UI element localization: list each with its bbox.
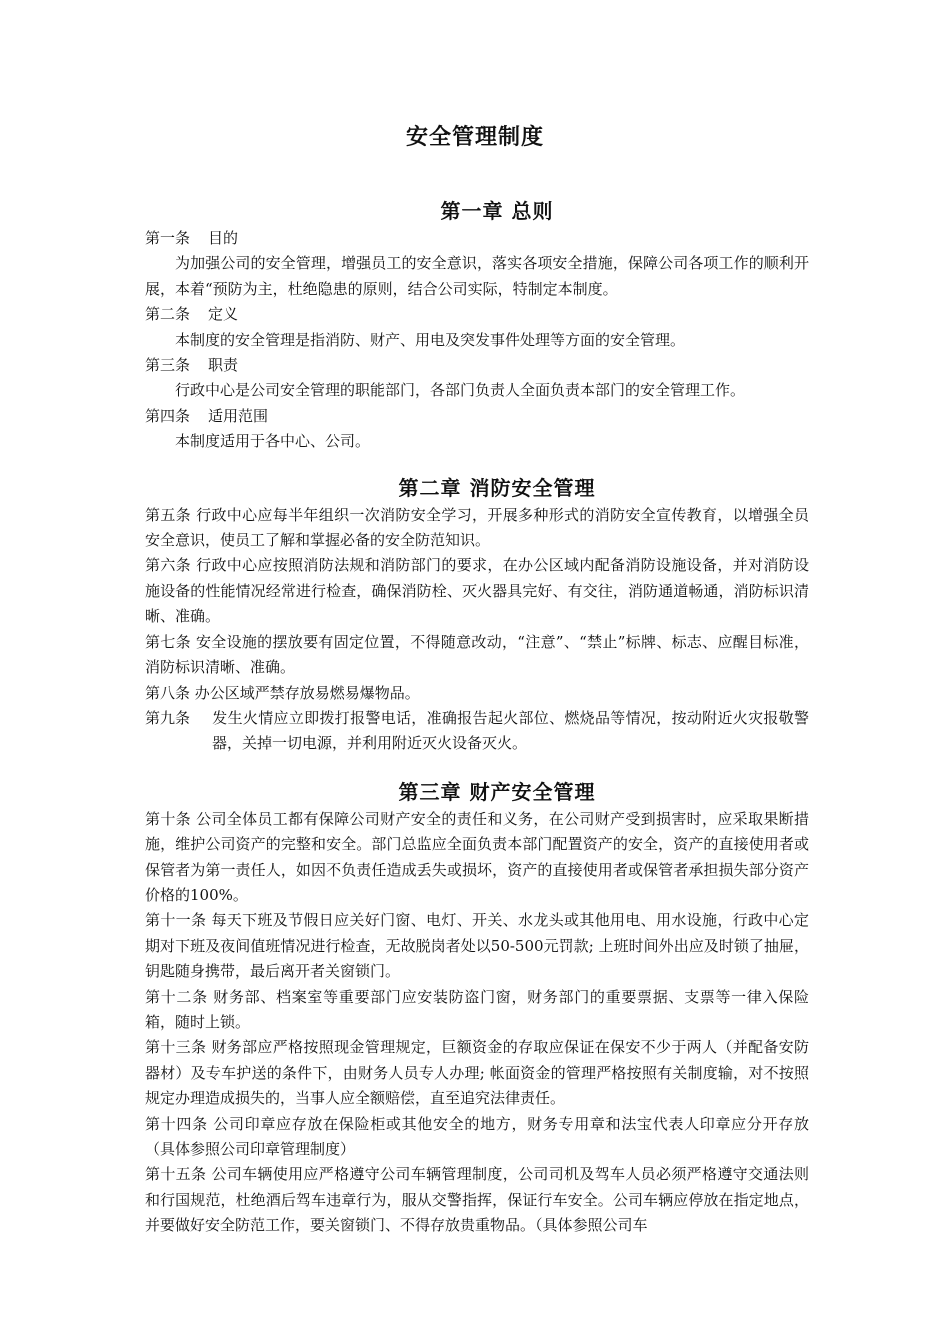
article-body: 为加强公司的安全管理，增强员工的安全意识，落实各项安全措施，保障公司各项工作的顺利开展，本着“预防为主，杜绝隐患的原则，结合公司实际，特制定本制度。 [145,254,809,298]
article-body: 财务部、档案室等重要部门应安装防盗门窗，财务部门的重要票据、支票等一律入保险箱，随时上锁。 [145,987,809,1031]
article [145,503,809,554]
article-number: 第十四条 [145,1114,208,1133]
article-number: 第五条 [145,505,191,524]
article-name: 目的 [208,229,239,247]
article-body: 公司车辆使用应严格遵守公司车辆管理制度，公司司机及驾车人员必须严格遵守交通法则和行国规范，杜绝酒后驾车违章行为，服从交警指挥，保证行车安全。公司车辆应停放在指定地点，并要做好安全防范工作，要关窗锁门、不得存放贵重物品。（具体参照公司车 [145,1165,809,1235]
article-name: 职责 [208,356,239,375]
article-body: 办公区域严禁存放易燃易爆物品。 [194,683,420,702]
article-body: 公司全体员工都有保障公司财产安全的责任和义务，在公司财产受到损害时，应采取果断措施，维护公司资产的完整和安全。部门总监应全面负责本部门配置资产的安全，资产的直接使用者或保管者为第一责任人，如因不负责任造成丢失或损坏，资产的直接使用者或保管者承担损失部分资产价格的100%。 [145,809,809,904]
article-heading [145,404,809,429]
article-body: 行政中心应每半年组织一次消防安全学习，开展多种形式的消防安全宣传教育，以增强全员安全意识，使员工了解和掌握必备的安全防范知识。 [145,505,809,550]
article [145,630,809,681]
article [145,706,809,757]
article-number: 第十三条 [145,1038,207,1057]
article-number: 第一条 [145,229,191,247]
article-heading [145,226,809,251]
chapter-heading: 第二章 消防安全管理 [398,475,596,500]
article [145,1035,809,1111]
article-body: 每天下班及节假日应关好门窗、电灯、开关、水龙头或其他用电、用水设施，行政中心定期对下班及夜间值班情况进行检查，无故脱岗者处以50-500元罚款; 上班时间外出应及时锁了抽屉，钥匙随身携带，最后离开者关窗锁门。 [145,911,809,981]
article [145,908,809,984]
article-name: 适用范围 [208,406,269,425]
article-number: 第十五条 [145,1165,207,1184]
article-number: 第三条 [145,356,191,375]
article-number: 第四条 [145,406,191,425]
article [145,1112,809,1163]
article-number: 第六条 [145,556,191,575]
article-heading [145,353,809,378]
article-number: 第七条 [145,632,191,651]
article-number: 第八条 [145,683,191,702]
article [145,985,809,1036]
chapter-heading: 第一章 总则 [440,199,554,223]
article [145,807,809,909]
document-body [145,196,809,1239]
article-body: 行政中心应按照消防法规和消防部门的要求，在办公区域内配备消防设施设备，并对消防设施设备的性能情况经常进行检查，确保消防栓、灭火器具完好、有交往，消防通道畅通，消防标识清晰、准确。 [145,556,809,626]
article-number: 第十一条 [145,911,207,930]
article-body: 安全设施的摆放要有固定位置，不得随意改动，“注意”、“禁止”标牌、标志、应醒目标准，消防标识清晰、准确。 [145,632,809,677]
article-name: 定义 [208,305,239,324]
article-body: 本制度的安全管理是指消防、财产、用电及突发事件处理等方面的安全管理。 [175,330,686,349]
article-body: 本制度适用于各中心、公司。 [175,432,371,451]
article [145,553,809,629]
article-number: 第十二条 [145,987,208,1006]
article-number: 第十条 [145,809,191,828]
article [145,681,809,706]
article-body: 公司印章应存放在保险柜或其他安全的地方，财务专用章和法宝代表人印章应分开存放（具体参照公司印章管理制度） [145,1114,809,1158]
article-heading [145,302,809,327]
article [145,1162,809,1238]
chapter-heading: 第三章 财产安全管理 [398,779,596,804]
article-body: 财务部应严格按照现金管理规定，巨额资金的存取应保证在保安不少于两人（并配备安防器材）及专车护送的条件下，由财务人员专人办理; 帐面资金的管理严格按照有关制度输，对不按照规定办理造成损失的，当事人应全额赔偿，直至追究法律责任。 [145,1038,809,1108]
article-body: 发生火情应立即拨打报警电话，准确报告起火部位、燃烧品等情况，按动附近火灾报敬警器，关掉一切电源，并利用附近灭火设备灭火。 [212,708,809,753]
article-number: 第九条 [145,708,191,727]
article-body: 行政中心是公司安全管理的职能部门，各部门负责人全面负责本部门的安全管理工作。 [175,381,746,400]
article-number: 第二条 [145,305,191,324]
document-title: 安全管理制度 [405,124,544,150]
